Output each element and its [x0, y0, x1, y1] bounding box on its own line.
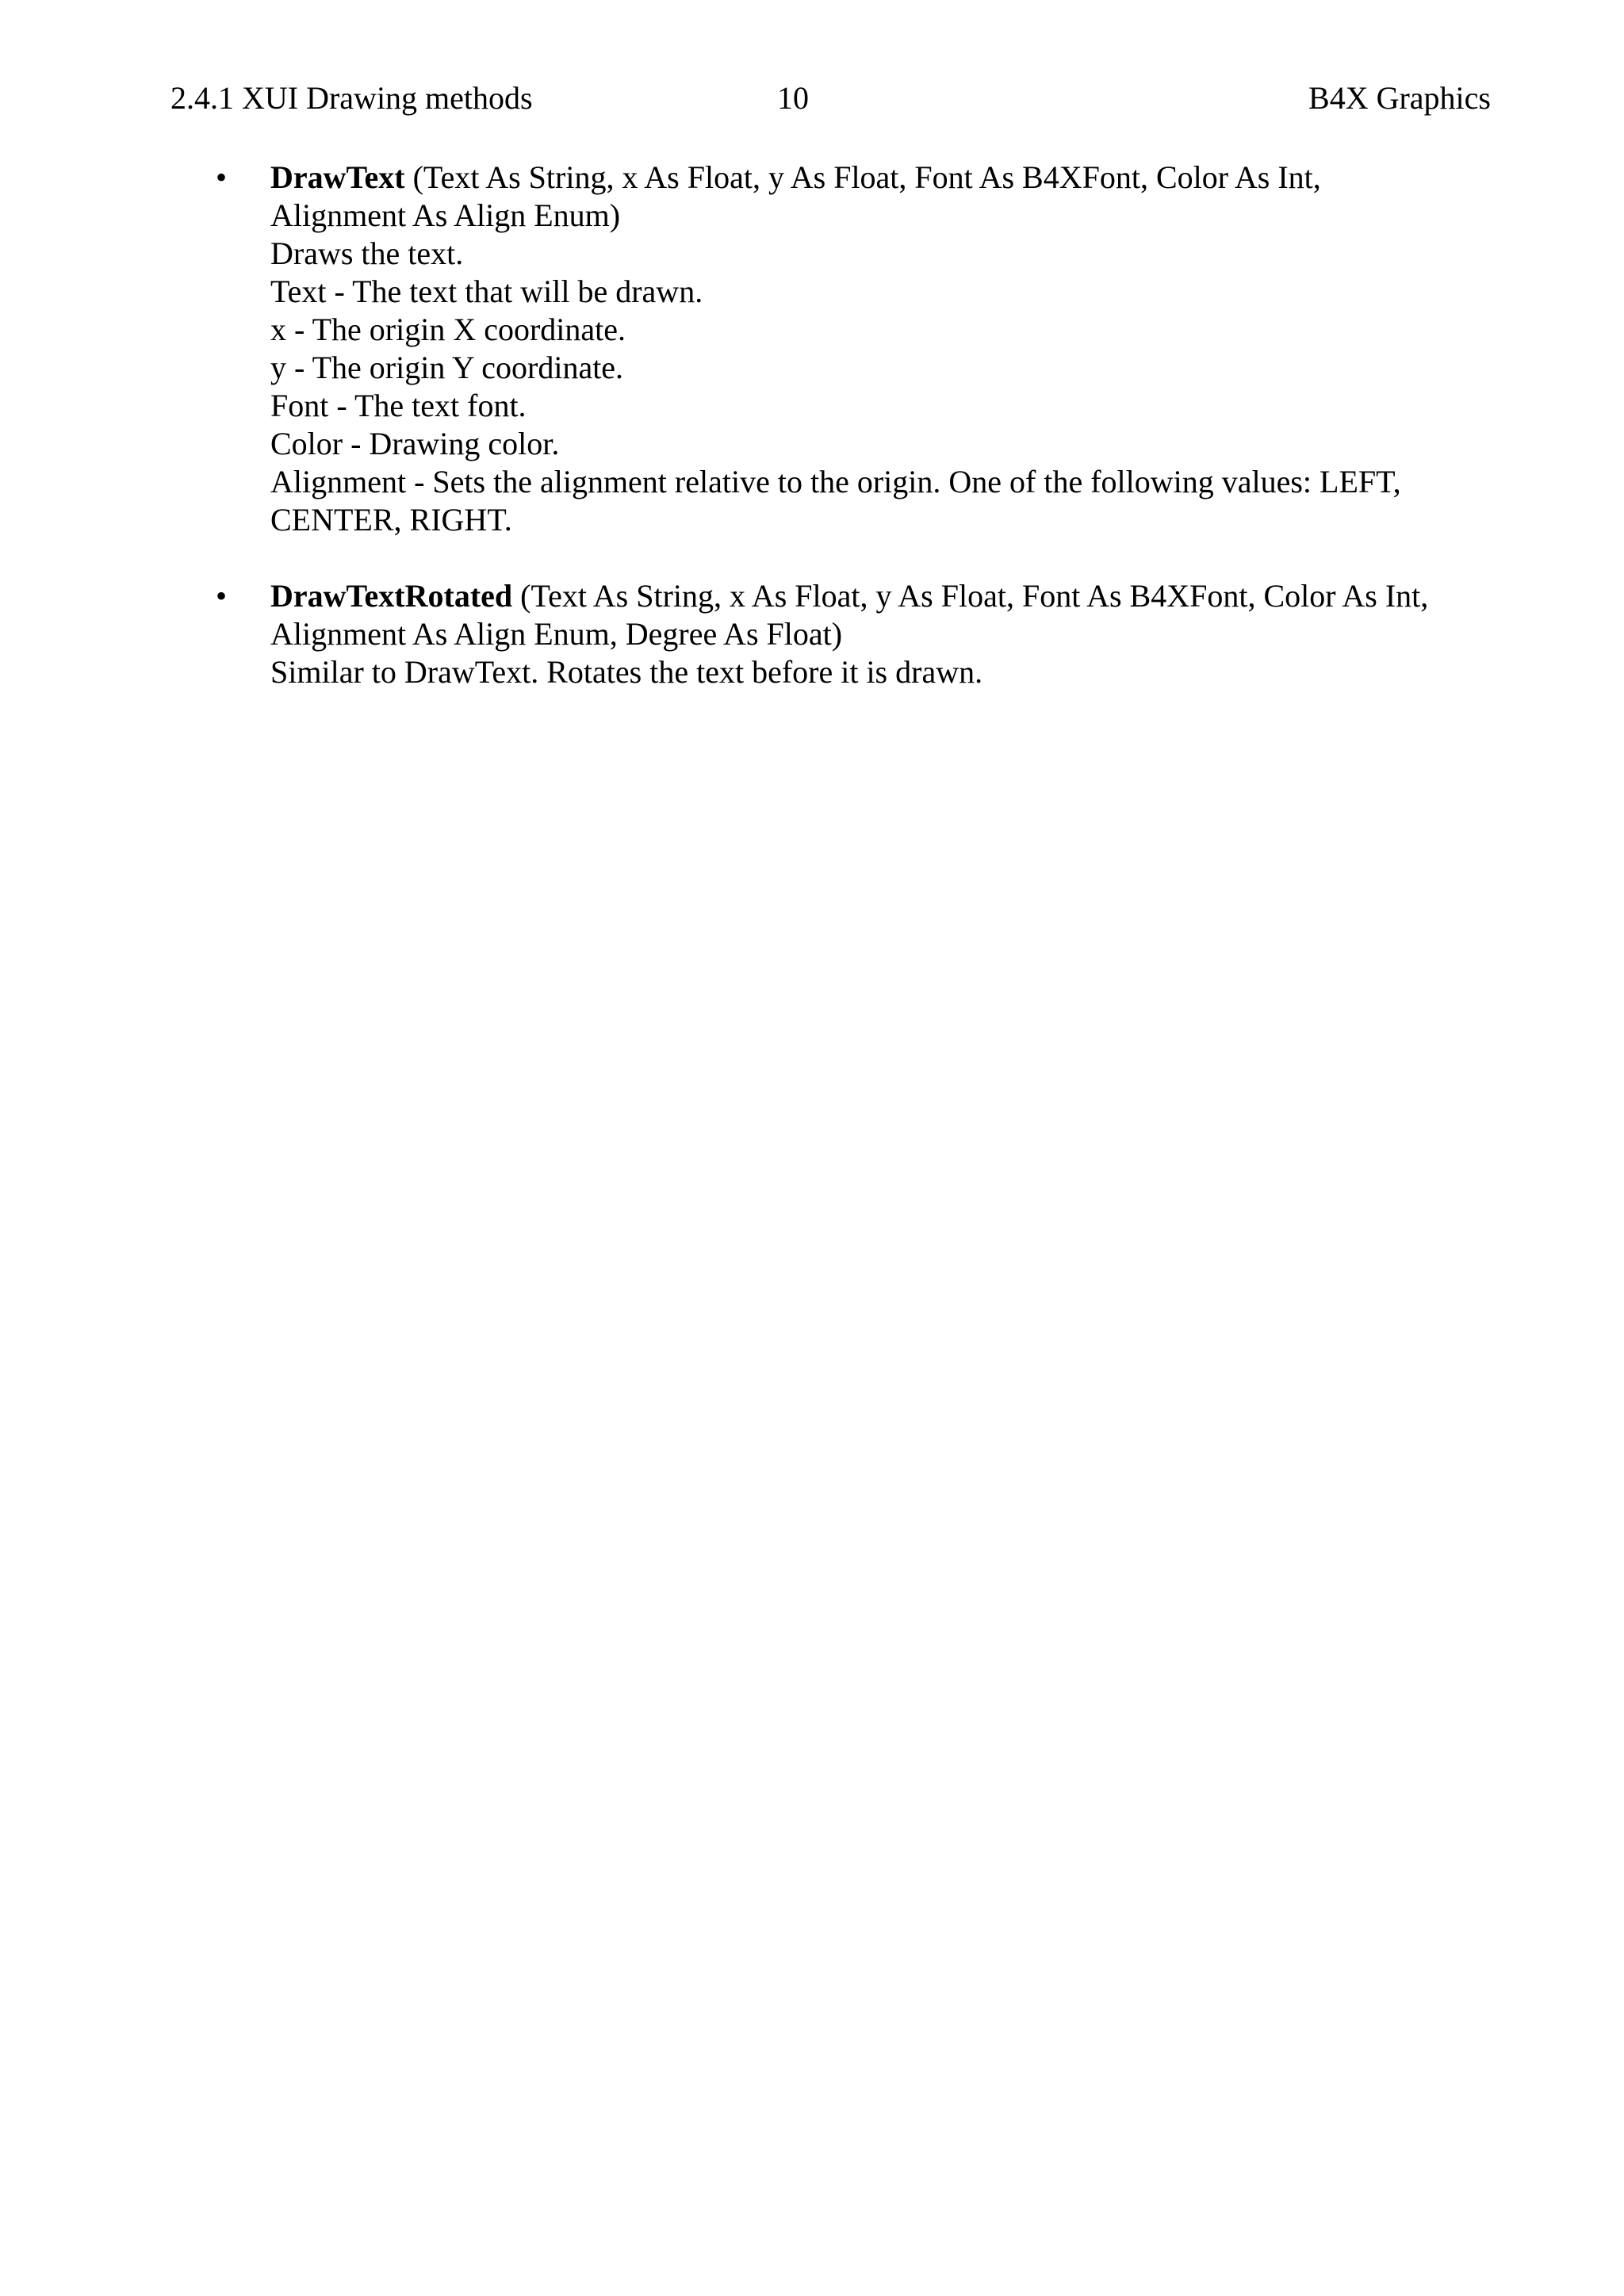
- method-text-line: Text - The text that will be drawn.: [270, 274, 703, 309]
- method-text-line: Color - Drawing color.: [270, 426, 560, 461]
- bullet-icon: •: [216, 578, 228, 614]
- method-text-line: Alignment As Align Enum): [270, 197, 621, 233]
- bullet-icon: •: [216, 159, 228, 195]
- header-section-title: 2.4.1 XUI Drawing methods: [170, 80, 533, 116]
- method-text-line: Similar to DrawText. Rotates the text before it is drawn.: [270, 654, 983, 690]
- method-text-line: Alignment As Align Enum, Degree As Float): [270, 616, 843, 652]
- method-signature: (Text As String, x As Float, y As Float, Font As B4XFont, Color As Int,: [512, 578, 1429, 614]
- running-header: [170, 76, 1491, 121]
- method-text-line: Font - The text font.: [270, 388, 527, 423]
- method-description: [270, 159, 1507, 539]
- method-text-line: y - The origin Y coordinate.: [270, 350, 624, 385]
- method-signature: (Text As String, x As Float, y As Float, Font As B4XFont, Color As Int,: [404, 159, 1321, 195]
- method-text-line: CENTER, RIGHT.: [270, 502, 512, 538]
- header-book-title: B4X Graphics: [1308, 80, 1491, 116]
- method-text-line: Draws the text.: [270, 235, 464, 271]
- method-signature-line: [270, 159, 1507, 197]
- method-name: DrawText: [270, 159, 405, 195]
- header-page-number: 10: [777, 80, 809, 116]
- method-name: DrawTextRotated: [270, 578, 513, 614]
- method-description: [270, 577, 1507, 691]
- method-signature-line: [270, 577, 1507, 615]
- method-text-line: Alignment - Sets the alignment relative to the origin. One of the following values: LEFT,: [270, 464, 1401, 499]
- method-text-line: x - The origin X coordinate.: [270, 312, 626, 347]
